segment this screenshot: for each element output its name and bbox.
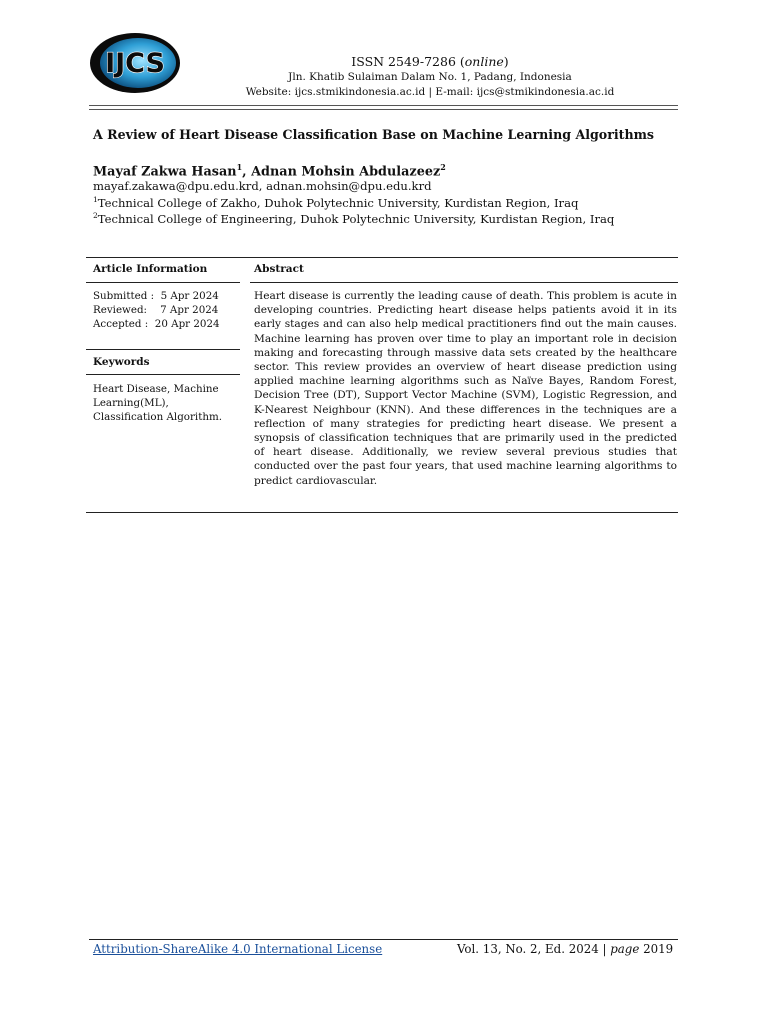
affiliation-1-text: Technical College of Zakho, Duhok Polytechnic University, Kurdistan Region, Iraq (97, 195, 579, 210)
keywords-heading-rule (86, 374, 240, 375)
accepted-date: Accepted : 20 Apr 2024 (93, 318, 220, 330)
info-box-top-rule (86, 257, 678, 258)
page-word: page (610, 942, 640, 956)
issn-note: online (464, 54, 504, 69)
article-title: A Review of Heart Disease Classification Base on Machine Learning Algorithms (93, 127, 655, 142)
journal-logo (89, 32, 181, 94)
footer-rule (89, 939, 678, 940)
author-list: Mayaf Zakwa Hasan$^1$, Adnan Mohsin Abdulazeez$^2$ (93, 162, 446, 180)
affiliation-1-sup: 1 (93, 195, 98, 204)
abstract-heading: Abstract (254, 263, 304, 275)
author-2: Adnan Mohsin Abdulazeez (251, 164, 441, 180)
issn-line: ISSN 2549-7286 (online) (351, 54, 509, 69)
reviewed-date: Reviewed: 7 Apr 2024 (93, 304, 219, 316)
abstract-text: Heart disease is currently the leading cause of death. This problem is acute in developing countries. Predicting heart disease helps patients avoid it in its early stages and can also help medical practitioners find out the main causes. Machine learning has proven over time to play an important role in decision making and forecasting through massive data sets created by the healthcare sector. This review provides an overview of heart disease prediction using applied machine learning algorithms such as Naïve Bayes, Random Forest, Decision Tree (DT), Support Vector Machine (SVM), Logistic Regression, and K-Nearest Neighbour (KNN). And these differences in the techniques are a reflection of many strategies for predicting heart disease. We present a synopsis of classification techniques that are primarily used in the predicted of heart disease. Additionally, we review several previous studies that conducted over the past four years, that used machine learning algorithms to predict cardiovascular. (254, 290, 677, 487)
header-double-rule (89, 105, 678, 110)
keywords-line-1: Heart Disease, Machine (93, 383, 219, 395)
affiliation-2-sup: 2 (93, 211, 98, 220)
page-number: 2019 (639, 942, 674, 956)
journal-address: Jln. Khatib Sulaiman Dalam No. 1, Padang, Indonesia (288, 71, 572, 83)
issn: ISSN 2549-7286 (351, 54, 456, 69)
article-info-rule (86, 282, 240, 283)
page-info (457, 942, 673, 956)
logo-text: IJCS (105, 48, 165, 79)
submitted-date: Submitted : 5 Apr 2024 (93, 290, 219, 302)
info-box-bottom-rule (86, 512, 678, 513)
affiliation-2-text: Technical College of Engineering, Duhok Polytechnic University, Kurdistan Region, Iraq (97, 211, 615, 226)
keywords-top-rule (86, 349, 240, 350)
keywords-line-2: Learning(ML), (93, 397, 169, 409)
keywords-line-3: Classification Algorithm. (93, 411, 223, 423)
author-emails: mayaf.zakawa@dpu.edu.krd, adnan.mohsin@dpu.edu.krd (93, 179, 432, 193)
article-info-heading: Article Information (93, 263, 208, 275)
abstract-heading-rule (250, 282, 678, 283)
affiliation-2 (93, 211, 614, 226)
keywords-heading: Keywords (93, 356, 150, 368)
license-link[interactable]: Attribution-ShareAlike 4.0 International License (93, 942, 383, 956)
author-2-sup: 2 (440, 162, 446, 172)
volume-info: Vol. 13, No. 2, Ed. 2024 | (457, 942, 611, 956)
license-link-wrap (93, 942, 382, 956)
affiliation-1 (93, 195, 578, 210)
author-1: Mayaf Zakwa Hasan (93, 164, 237, 180)
author-1-sup: 1 (236, 162, 243, 172)
journal-website: Website: ijcs.stmikindonesia.ac.id | E-mail: ijcs@stmikindonesia.ac.id (245, 86, 615, 98)
